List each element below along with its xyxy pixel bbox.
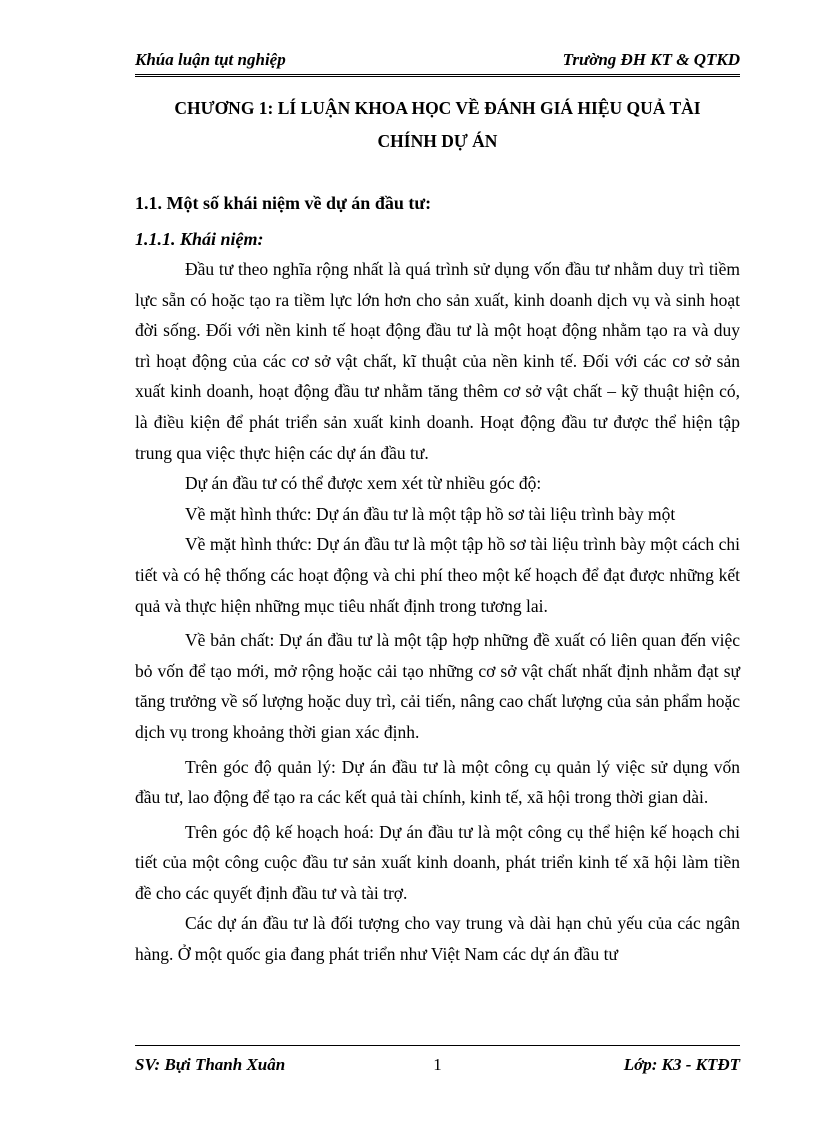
chapter-title-line-1: CHƯƠNG 1: LÍ LUẬN KHOA HỌC VỀ ĐÁNH GIÁ HIỆU QUẢ TÀI [174,98,701,118]
footer-class-label: Lớp: K3 - KTĐT [623,1055,740,1074]
page-header [135,48,740,77]
header-thesis-label: Khúa luận tụt nghiệp [135,50,286,69]
section-heading: 1.1. Một số khái niệm về dự án đầu tư: [135,193,432,213]
paragraph-definition: Đầu tư theo nghĩa rộng nhất là quá trình sử dụng vốn đầu tư nhằm duy trì tiềm lực sẵn có hoặc tạo ra tiềm lực lớn hơn cho sản xuất, kinh doanh dịch vụ và sinh hoạt đời sống. Đối với nền kinh tế hoạt động đầu tư là một hoạt động nhằm tạo ra và duy trì hoạt động của các cơ sở vật chất, kĩ thuật của nền kinh tế. Đối với các cơ sở sản xuất kinh doanh, hoạt động đầu tư nhằm tăng thêm cơ sở vật chất – kỹ thuật hiện có, là điều kiện để phát triển sản xuất kinh doanh. Hoạt động đầu tư được thể hiện tập trung qua việc thực hiện các dự án đầu tư. [135,259,740,463]
chapter-title-line-2: CHÍNH DỰ ÁN [377,131,498,151]
chapter-title [135,92,740,158]
paragraph-banking: Các dự án đầu tư là đối tượng cho vay trung và dài hạn chủ yếu của các ngân hàng. Ở một quốc gia đang phát triển như Việt Nam các dự án đầu tư [135,913,740,965]
paragraph-form-fragment: Về mặt hình thức: Dự án đầu tư là một tập hồ sơ tài liệu trình bày một [185,503,676,524]
paragraph-form: Về mặt hình thức: Dự án đầu tư là một tập hồ sơ tài liệu trình bày một cách chi tiết và có hệ thống các hoạt động và chi phí theo một kế hoạch để đạt được những kết quả và thực hiện những mục tiêu nhất định trong tương lai. [135,534,740,616]
body-text [135,254,740,970]
paragraph-nature: Về bản chất: Dự án đầu tư là một tập hợp những đề xuất có liên quan đến việc bỏ vốn để tạo mới, mở rộng hoặc cải tạo những cơ sở vật chất nhất định nhằm đạt sự tăng trưởng về số lượng hoặc duy trì, cải tiến, nâng cao chất lượng của sản phẩm hoặc dịch vụ trong khoảng thời gian xác định. [135,630,740,742]
page-number: 1 [433,1055,442,1074]
header-university-label: Trường ĐH KT & QTKD [562,50,740,69]
page-footer [135,1045,740,1076]
subsection-heading: 1.1.1. Khái niệm: [135,229,264,249]
paragraph-planning: Trên góc độ kế hoạch hoá: Dự án đầu tư là một công cụ thể hiện kế hoạch chi tiết của một công cuộc đầu tư sản xuất kinh doanh, phát triển kinh tế xã hội làm tiền đề cho các quyết định đầu tư và tài trợ. [135,821,740,903]
footer-student-name: SV: Bựi Thanh Xuân [135,1055,286,1074]
paragraph-perspectives: Dự án đầu tư có thể được xem xét từ nhiều góc độ: [185,473,542,494]
paragraph-management: Trên góc độ quản lý: Dự án đầu tư là một công cụ quản lý việc sử dụng vốn đầu tư, lao động để tạo ra các kết quả tài chính, kinh tế, xã hội trong thời gian dài. [135,756,740,808]
